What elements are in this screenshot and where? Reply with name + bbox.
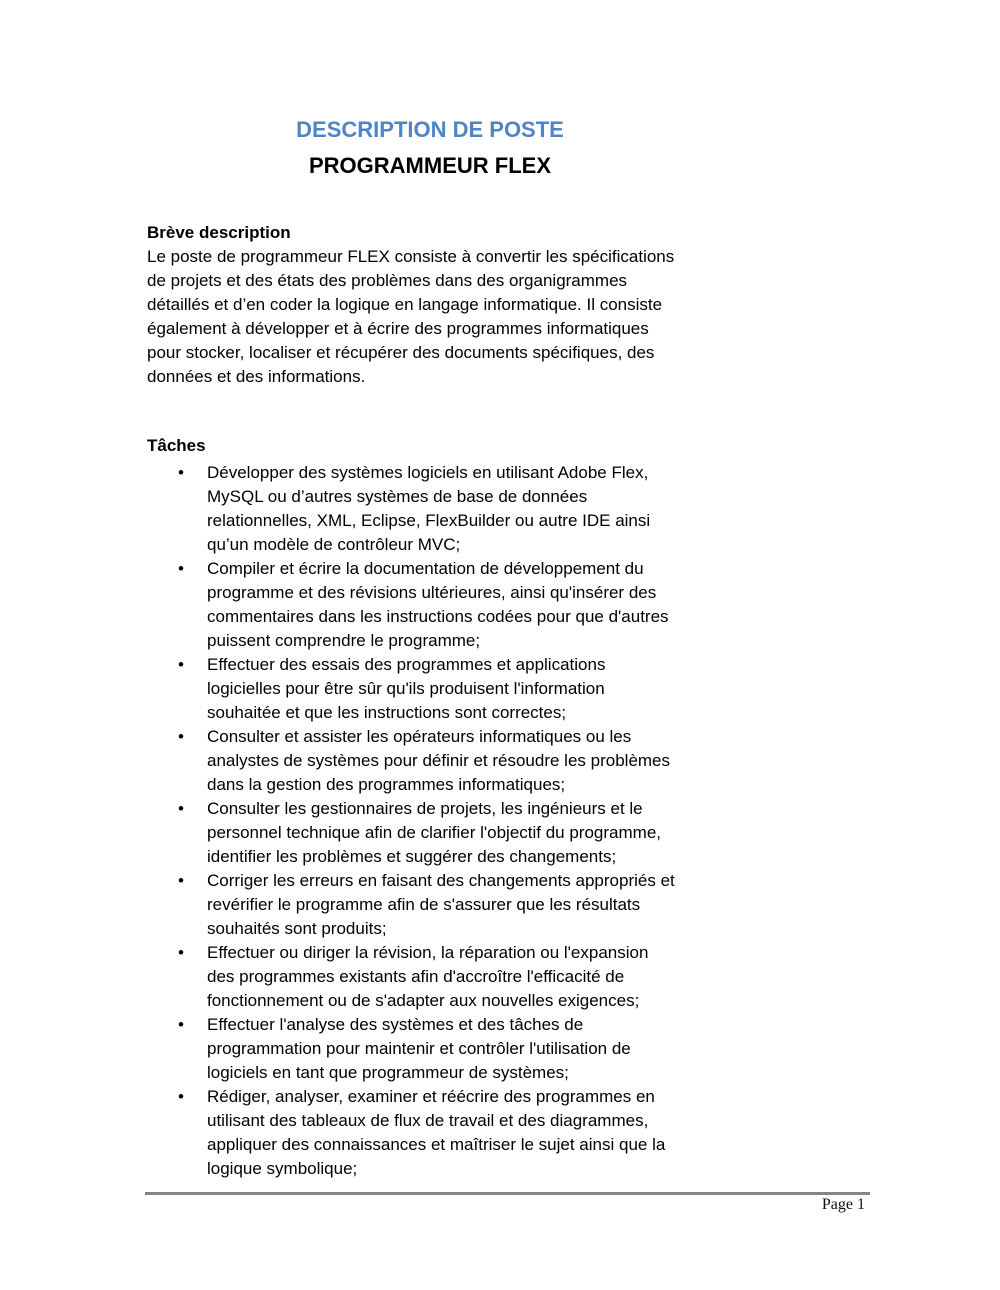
text-line: Consulter les gestionnaires de projets, les ingénieurs et le [207, 799, 643, 818]
bullet-icon: • [178, 559, 184, 578]
text-line: puissent comprendre le programme; [207, 631, 481, 650]
tasks-section [147, 434, 747, 1181]
text-line: commentaires dans les instructions codées pour que d'autres [207, 607, 669, 626]
text-line: Consulter et assister les opérateurs informatiques ou les [207, 727, 632, 746]
text-line: programmation pour maintenir et contrôler l'utilisation de [207, 1039, 631, 1058]
bullet-icon: • [178, 1015, 184, 1034]
page-number: Page 1 [821, 1196, 865, 1213]
task-item-text [207, 557, 747, 653]
text-line: qu’un modèle de contrôleur MVC; [207, 535, 461, 554]
text-line: Corriger les erreurs en faisant des changements appropriés et [207, 871, 675, 890]
task-item [147, 1013, 747, 1085]
text-line: MySQL ou d’autres systèmes de base de données [207, 487, 588, 506]
text-line: des programmes existants afin d'accroître l'efficacité de [207, 967, 625, 986]
text-line: Développer des systèmes logiciels en utilisant Adobe Flex, [207, 463, 649, 482]
text-line: fonctionnement ou de s'adapter aux nouvelles exigences; [207, 991, 640, 1010]
task-item-text [207, 1013, 747, 1085]
task-item-text [207, 869, 747, 941]
task-item-text [207, 941, 747, 1013]
text-line: revérifier le programme afin de s'assurer que les résultats [207, 895, 641, 914]
text-line: Effectuer ou diriger la révision, la réparation ou l'expansion [207, 943, 649, 962]
task-item-text [207, 461, 747, 557]
text-line: identifier les problèmes et suggérer des changements; [207, 847, 617, 866]
bullet-icon: • [178, 943, 184, 962]
document-subtitle: PROGRAMMEUR FLEX [309, 153, 551, 178]
text-line: également à développer et à écrire des programmes informatiques [147, 319, 649, 338]
text-line: utilisant des tableaux de flux de travail et des diagrammes, [207, 1111, 649, 1130]
brief-paragraph [147, 245, 747, 389]
task-item [147, 797, 747, 869]
text-line: Le poste de programmeur FLEX consiste à convertir les spécifications [147, 247, 675, 266]
tasks-heading: Tâches [147, 436, 206, 455]
text-line: souhaités sont produits; [207, 919, 387, 938]
text-line: données et des informations. [147, 367, 366, 386]
text-line: appliquer des connaissances et maîtriser le sujet ainsi que la [207, 1135, 666, 1154]
bullet-icon: • [178, 463, 184, 482]
text-line: logicielles pour être sûr qu'ils produisent l'information [207, 679, 605, 698]
text-line: pour stocker, localiser et récupérer des documents spécifiques, des [147, 343, 655, 362]
task-list [147, 461, 747, 1181]
task-item [147, 557, 747, 653]
task-item [147, 725, 747, 797]
footer-divider [145, 1192, 870, 1195]
task-item-text [207, 725, 747, 797]
text-line: de projets et des états des problèmes dans des organigrammes [147, 271, 628, 290]
text-line: personnel technique afin de clarifier l'objectif du programme, [207, 823, 661, 842]
brief-heading: Brève description [147, 223, 291, 242]
text-line: logique symbolique; [207, 1159, 358, 1178]
text-line: logiciels en tant que programmeur de systèmes; [207, 1063, 569, 1082]
text-line: Rédiger, analyser, examiner et réécrire des programmes en [207, 1087, 655, 1106]
task-item [147, 653, 747, 725]
text-line: Compiler et écrire la documentation de développement du [207, 559, 644, 578]
task-item-text [207, 653, 747, 725]
bullet-icon: • [178, 727, 184, 746]
task-item [147, 941, 747, 1013]
document-title: DESCRIPTION DE POSTE [296, 117, 564, 142]
task-item-text [207, 797, 747, 869]
bullet-icon: • [178, 655, 184, 674]
text-line: Effectuer l'analyse des systèmes et des tâches de [207, 1015, 584, 1034]
text-line: dans la gestion des programmes informatiques; [207, 775, 566, 794]
brief-section [147, 221, 747, 389]
bullet-icon: • [178, 799, 184, 818]
task-item [147, 1085, 747, 1181]
bullet-icon: • [178, 871, 184, 890]
task-item [147, 461, 747, 557]
bullet-icon: • [178, 1087, 184, 1106]
text-line: programme et des révisions ultérieures, ainsi qu'insérer des [207, 583, 657, 602]
task-item [147, 869, 747, 941]
text-line: souhaitée et que les instructions sont correctes; [207, 703, 567, 722]
text-line: analystes de systèmes pour définir et résoudre les problèmes [207, 751, 671, 770]
task-item-text [207, 1085, 747, 1181]
text-line: relationnelles, XML, Eclipse, FlexBuilder ou autre IDE ainsi [207, 511, 651, 530]
text-line: Effectuer des essais des programmes et applications [207, 655, 606, 674]
text-line: détaillés et d’en coder la logique en langage informatique. Il consiste [147, 295, 663, 314]
